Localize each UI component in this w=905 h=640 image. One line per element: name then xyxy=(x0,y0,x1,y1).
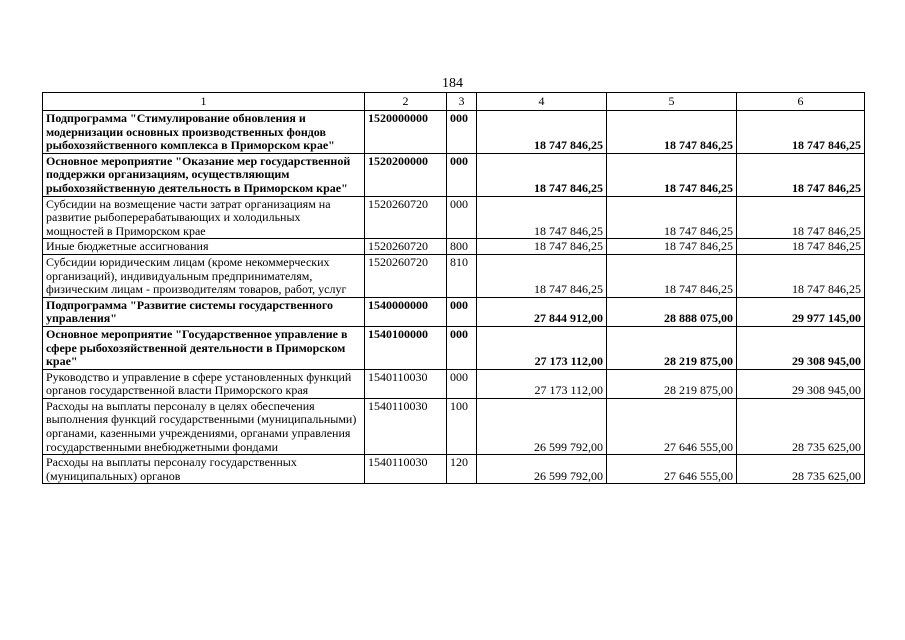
row-amount-col4-cell: 18 747 846,25 xyxy=(477,239,607,255)
table-row xyxy=(43,254,865,297)
row-target-code-cell: 1520000000 xyxy=(365,111,447,154)
row-target-code-cell: 1520260720 xyxy=(365,196,447,239)
row-amount-col4-cell: 27 173 112,00 xyxy=(477,326,607,369)
row-amount-col4-cell: 18 747 846,25 xyxy=(477,254,607,297)
row-amount-col4-cell: 18 747 846,25 xyxy=(477,153,607,196)
row-target-code-cell: 1540110030 xyxy=(365,398,447,454)
row-amount-col6-cell: 18 747 846,25 xyxy=(737,111,865,154)
row-target-code-cell: 1520200000 xyxy=(365,153,447,196)
row-name-cell: Субсидии на возмещение части затрат организациям на развитие рыбоперерабатывающих и холодильных мощностей в Приморском крае xyxy=(43,196,365,239)
row-target-code-cell: 1540100000 xyxy=(365,326,447,369)
row-amount-col5-cell: 28 219 875,00 xyxy=(607,326,737,369)
row-target-code-cell: 1540110030 xyxy=(365,455,447,484)
header-col-6: 6 xyxy=(737,93,865,111)
row-amount-col5-cell: 28 219 875,00 xyxy=(607,369,737,398)
budget-table xyxy=(42,92,865,484)
header-col-4: 4 xyxy=(477,93,607,111)
row-expense-type-cell: 120 xyxy=(447,455,477,484)
row-amount-col6-cell: 18 747 846,25 xyxy=(737,196,865,239)
row-amount-col4-cell: 18 747 846,25 xyxy=(477,196,607,239)
row-name-cell: Иные бюджетные ассигнования xyxy=(43,239,365,255)
table-row xyxy=(43,398,865,454)
row-expense-type-cell: 000 xyxy=(447,326,477,369)
page-number: 184 xyxy=(442,76,463,91)
row-amount-col5-cell: 18 747 846,25 xyxy=(607,153,737,196)
row-name-cell: Расходы на выплаты персоналу государственных (муниципальных) органов xyxy=(43,455,365,484)
row-amount-col4-cell: 26 599 792,00 xyxy=(477,398,607,454)
row-expense-type-cell: 000 xyxy=(447,297,477,326)
row-expense-type-cell: 810 xyxy=(447,254,477,297)
row-amount-col5-cell: 27 646 555,00 xyxy=(607,398,737,454)
row-expense-type-cell: 100 xyxy=(447,398,477,454)
row-amount-col5-cell: 18 747 846,25 xyxy=(607,254,737,297)
table-row xyxy=(43,297,865,326)
table-row xyxy=(43,111,865,154)
header-col-2: 2 xyxy=(365,93,447,111)
budget-table-body xyxy=(43,93,865,484)
table-header-row xyxy=(43,93,865,111)
row-amount-col4-cell: 27 173 112,00 xyxy=(477,369,607,398)
row-name-cell: Основное мероприятие "Государственное управление в сфере рыбохозяйственной деятельности в Приморском крае" xyxy=(43,326,365,369)
row-expense-type-cell: 000 xyxy=(447,153,477,196)
table-row xyxy=(43,369,865,398)
row-target-code-cell: 1520260720 xyxy=(365,239,447,255)
table-row xyxy=(43,196,865,239)
row-amount-col5-cell: 18 747 846,25 xyxy=(607,239,737,255)
row-amount-col5-cell: 28 888 075,00 xyxy=(607,297,737,326)
row-expense-type-cell: 000 xyxy=(447,196,477,239)
row-expense-type-cell: 000 xyxy=(447,111,477,154)
row-amount-col6-cell: 29 977 145,00 xyxy=(737,297,865,326)
table-row xyxy=(43,326,865,369)
row-name-cell: Руководство и управление в сфере установленных функций органов государственной власти Приморского края xyxy=(43,369,365,398)
row-amount-col5-cell: 27 646 555,00 xyxy=(607,455,737,484)
row-target-code-cell: 1540110030 xyxy=(365,369,447,398)
row-amount-col6-cell: 18 747 846,25 xyxy=(737,254,865,297)
table-row xyxy=(43,455,865,484)
row-amount-col4-cell: 18 747 846,25 xyxy=(477,111,607,154)
row-expense-type-cell: 000 xyxy=(447,369,477,398)
row-amount-col4-cell: 26 599 792,00 xyxy=(477,455,607,484)
row-amount-col6-cell: 29 308 945,00 xyxy=(737,369,865,398)
row-amount-col6-cell: 18 747 846,25 xyxy=(737,153,865,196)
row-amount-col5-cell: 18 747 846,25 xyxy=(607,111,737,154)
row-amount-col6-cell: 28 735 625,00 xyxy=(737,455,865,484)
row-amount-col6-cell: 29 308 945,00 xyxy=(737,326,865,369)
header-col-5: 5 xyxy=(607,93,737,111)
row-target-code-cell: 1540000000 xyxy=(365,297,447,326)
row-name-cell: Субсидии юридическим лицам (кроме некоммерческих организаций), индивидуальным предпринимателям, физическим лицам - производителям товаров, работ, услуг xyxy=(43,254,365,297)
row-expense-type-cell: 800 xyxy=(447,239,477,255)
row-amount-col6-cell: 18 747 846,25 xyxy=(737,239,865,255)
table-row xyxy=(43,153,865,196)
row-amount-col5-cell: 18 747 846,25 xyxy=(607,196,737,239)
row-name-cell: Подпрограмма "Развитие системы государственного управления" xyxy=(43,297,365,326)
header-col-3: 3 xyxy=(447,93,477,111)
row-name-cell: Основное мероприятие "Оказание мер государственной поддержки организациям, осуществляющим рыбохозяйственную деятельность в Приморском крае" xyxy=(43,153,365,196)
header-col-1: 1 xyxy=(43,93,365,111)
row-amount-col4-cell: 27 844 912,00 xyxy=(477,297,607,326)
row-amount-col6-cell: 28 735 625,00 xyxy=(737,398,865,454)
row-name-cell: Расходы на выплаты персоналу в целях обеспечения выполнения функций государственными (муниципальными) органами, казенными учреждениями, органами управления государственными внебюджетными фондами xyxy=(43,398,365,454)
row-name-cell: Подпрограмма "Стимулирование обновления и модернизации основных производственных фондов рыбохозяйственного комплекса в Приморском крае" xyxy=(43,111,365,154)
row-target-code-cell: 1520260720 xyxy=(365,254,447,297)
table-row xyxy=(43,239,865,255)
